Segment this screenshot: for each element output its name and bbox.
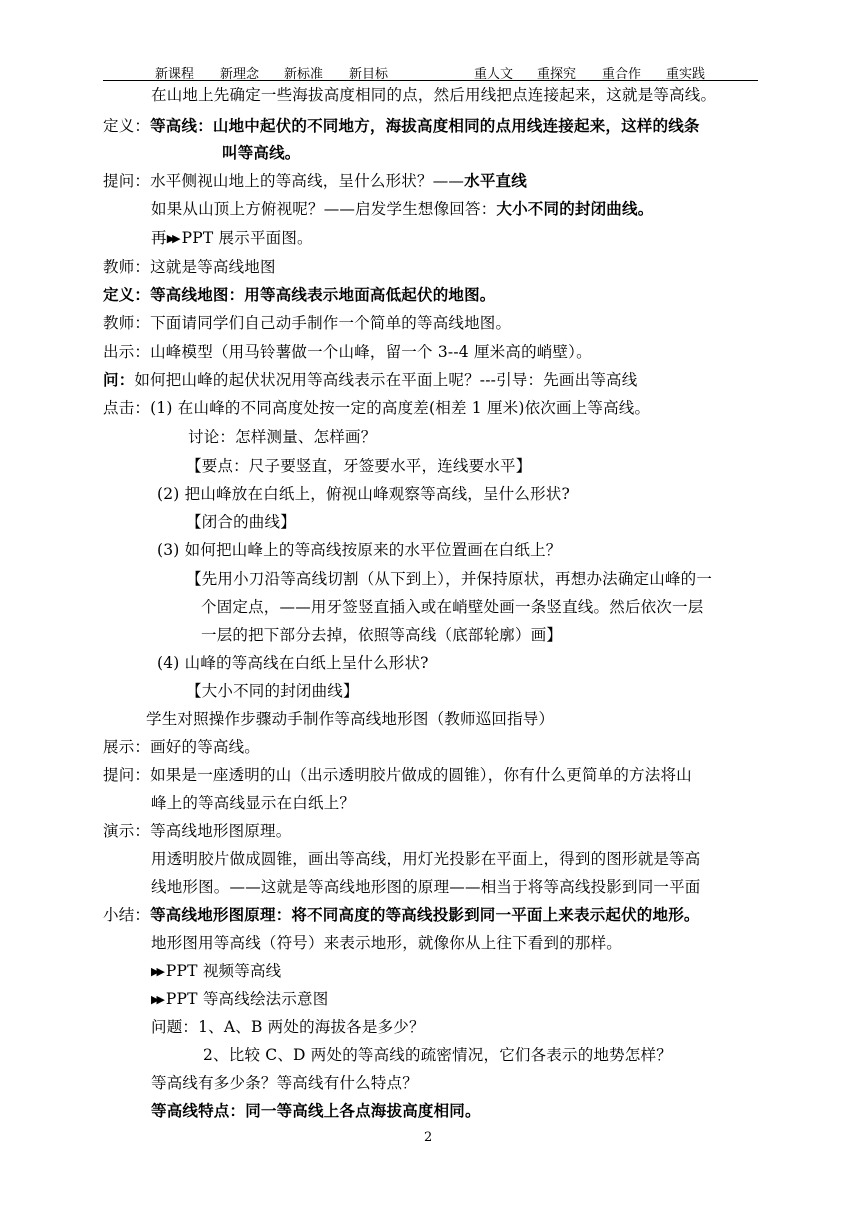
step-note	[186, 680, 359, 702]
demo-line	[103, 820, 291, 842]
line-text: 等高线：山地中起伏的不同地方，海拔高度相同的点用线连接起来，这样的线条	[150, 116, 700, 135]
body-line	[151, 1072, 418, 1094]
play-icon: ▶▶	[151, 993, 162, 1006]
line-label: 定义：	[103, 285, 151, 304]
question-line	[203, 1044, 672, 1066]
line-text: 个固定点，——用牙签竖直插入或在峭壁处画一条竖直线。然后依次一层	[201, 598, 704, 616]
play-icon: ▶▶	[151, 965, 162, 978]
line-text: PPT 视频等高线	[165, 962, 282, 980]
line-text: 这就是等高线地图	[150, 258, 276, 276]
step-note	[186, 455, 531, 477]
line-text: 在山地上先确定一些海拔高度相同的点，然后用线把点连接起来，这就是等高线。	[151, 86, 717, 104]
definition-line	[103, 284, 496, 306]
line-text: PPT 等高线绘法示意图	[165, 990, 329, 1008]
line-text: (1) 在山峰的不同高度处按一定的高度差(相差 1 厘米)依次画上等高线。	[150, 399, 651, 417]
line-text: 等高线地形图原理：将不同高度的等高线投影到同一平面上来表示起伏的地形。	[150, 905, 700, 924]
teacher-line	[103, 312, 511, 334]
body-line	[151, 84, 716, 106]
step-note	[186, 568, 712, 590]
line-text: 画好的等高线。	[150, 738, 261, 756]
line-text: PPT 展示平面图。	[181, 229, 313, 247]
line-text: 等高线地形图原理。	[150, 822, 292, 840]
definition-line	[103, 115, 700, 137]
line-label: 提问：	[103, 172, 151, 190]
line-label: 教师：	[103, 314, 151, 332]
show-line	[103, 341, 592, 363]
header-item: 新目标	[349, 67, 389, 82]
line-label: 演示：	[103, 822, 151, 840]
line-text: 2、比较 C、D 两处的等高线的疏密情况，它们各表示的地势怎样？	[203, 1046, 672, 1064]
page-header	[103, 60, 758, 81]
line-text: 【先用小刀沿等高线切割（从下到上），并保持原状，再想办法确定山峰的一	[186, 570, 713, 588]
show-line	[103, 736, 260, 758]
header-item: 重人文	[474, 67, 514, 82]
question-line	[151, 1016, 425, 1038]
header-item: 新标准	[284, 67, 324, 82]
line-label: 问：	[103, 370, 135, 389]
line-text: 问题：1、A、B 两处的海拔各是多少？	[151, 1018, 425, 1036]
line-text: 如果从山顶上方俯视呢？——启发学生想像回答：	[151, 200, 497, 218]
line-text: 等高线特点：同一等高线上各点海拔高度相同。	[151, 1101, 481, 1120]
ppt-line	[151, 227, 313, 249]
page-number: 2	[424, 1130, 433, 1145]
line-text: 一层的把下部分去掉，依照等高线（底部轮廓）画】	[201, 626, 563, 644]
ppt-line	[151, 960, 281, 982]
line-text: 等高线地图：用等高线表示地面高低起伏的地图。	[150, 285, 496, 304]
line-label: 教师：	[103, 258, 151, 276]
line-label: 定义：	[103, 117, 151, 135]
question-line	[103, 369, 637, 391]
line-text: 如果是一座透明的山（出示透明胶片做成的圆锥），你有什么更简单的方法将山	[150, 766, 692, 784]
summary-line	[151, 1100, 481, 1122]
line-label: 小结：	[103, 906, 151, 924]
definition-line	[222, 142, 301, 164]
line-text: 下面请同学们自己动手制作一个简单的等高线地图。	[150, 314, 512, 332]
body-line	[151, 198, 653, 220]
line-text: 线地形图。——这就是等高线地形图的原理——相当于将等高线投影到同一平面	[151, 878, 701, 896]
line-text: 再	[151, 229, 167, 247]
line-text: 【要点：尺子要竖直，牙签要水平，连线要水平】	[186, 457, 532, 475]
step-note	[188, 426, 376, 448]
line-label: 出示：	[103, 343, 151, 361]
line-label: 提问：	[103, 766, 151, 784]
line-text: 如何把山峰的起伏状况用等高线表示在平面上呢？---引导：先画出等高线	[134, 371, 638, 389]
line-text: 学生对照操作步骤动手制作等高线地形图（教师巡回指导）	[146, 710, 555, 728]
body-line	[151, 932, 622, 954]
question-line	[103, 764, 692, 786]
line-text: 峰上的等高线显示在白纸上？	[151, 794, 356, 812]
line-text: 等高线有多少条？等高线有什么特点？	[151, 1074, 418, 1092]
step-note	[201, 624, 562, 646]
body-line	[151, 876, 701, 898]
line-text: 【大小不同的封闭曲线】	[186, 682, 359, 700]
line-text: 【闭合的曲线】	[186, 513, 296, 531]
header-item: 重实践	[666, 67, 706, 82]
header-item: 重探究	[537, 67, 577, 82]
line-text: 地形图用等高线（符号）来表示地形，就像你从上往下看到的那样。	[151, 934, 623, 952]
step-line	[157, 539, 562, 561]
question-line	[151, 792, 355, 814]
line-text: 山峰模型（用马铃薯做一个山峰，留一个 3--4 厘米高的峭壁）。	[150, 343, 592, 361]
line-text: (3) 如何把山峰上的等高线按原来的水平位置画在白纸上？	[157, 541, 562, 559]
step-line	[157, 652, 429, 674]
line-label: 展示：	[103, 738, 151, 756]
line-text: (2) 把山峰放在白纸上，俯视山峰观察等高线，呈什么形状?	[157, 485, 570, 503]
summary-line	[103, 904, 700, 926]
header-item: 重合作	[602, 67, 642, 82]
body-line	[151, 848, 701, 870]
step-note	[186, 511, 296, 533]
header-item: 新理念	[220, 67, 260, 82]
line-emphasis: 水平直线	[464, 171, 527, 190]
header-item: 新课程	[155, 67, 195, 82]
step-note	[201, 596, 703, 618]
line-text: 用透明胶片做成圆锥，画出等高线，用灯光投影在平面上，得到的图形就是等高	[151, 850, 701, 868]
step-line	[157, 483, 570, 505]
line-text: 叫等高线。	[222, 143, 301, 162]
body-line	[146, 708, 554, 730]
ppt-line	[151, 988, 328, 1010]
play-icon: ▶▶	[166, 232, 178, 245]
line-emphasis: 大小不同的封闭曲线。	[496, 199, 654, 218]
teacher-line	[103, 256, 276, 278]
question-line	[103, 170, 527, 192]
line-text: 水平侧视山地上的等高线，呈什么形状？——	[150, 172, 465, 190]
line-text: (4) 山峰的等高线在白纸上呈什么形状?	[157, 654, 429, 672]
line-text: 讨论：怎样测量、怎样画？	[188, 428, 377, 446]
step-line	[103, 397, 650, 419]
line-label: 点击：	[103, 399, 151, 417]
